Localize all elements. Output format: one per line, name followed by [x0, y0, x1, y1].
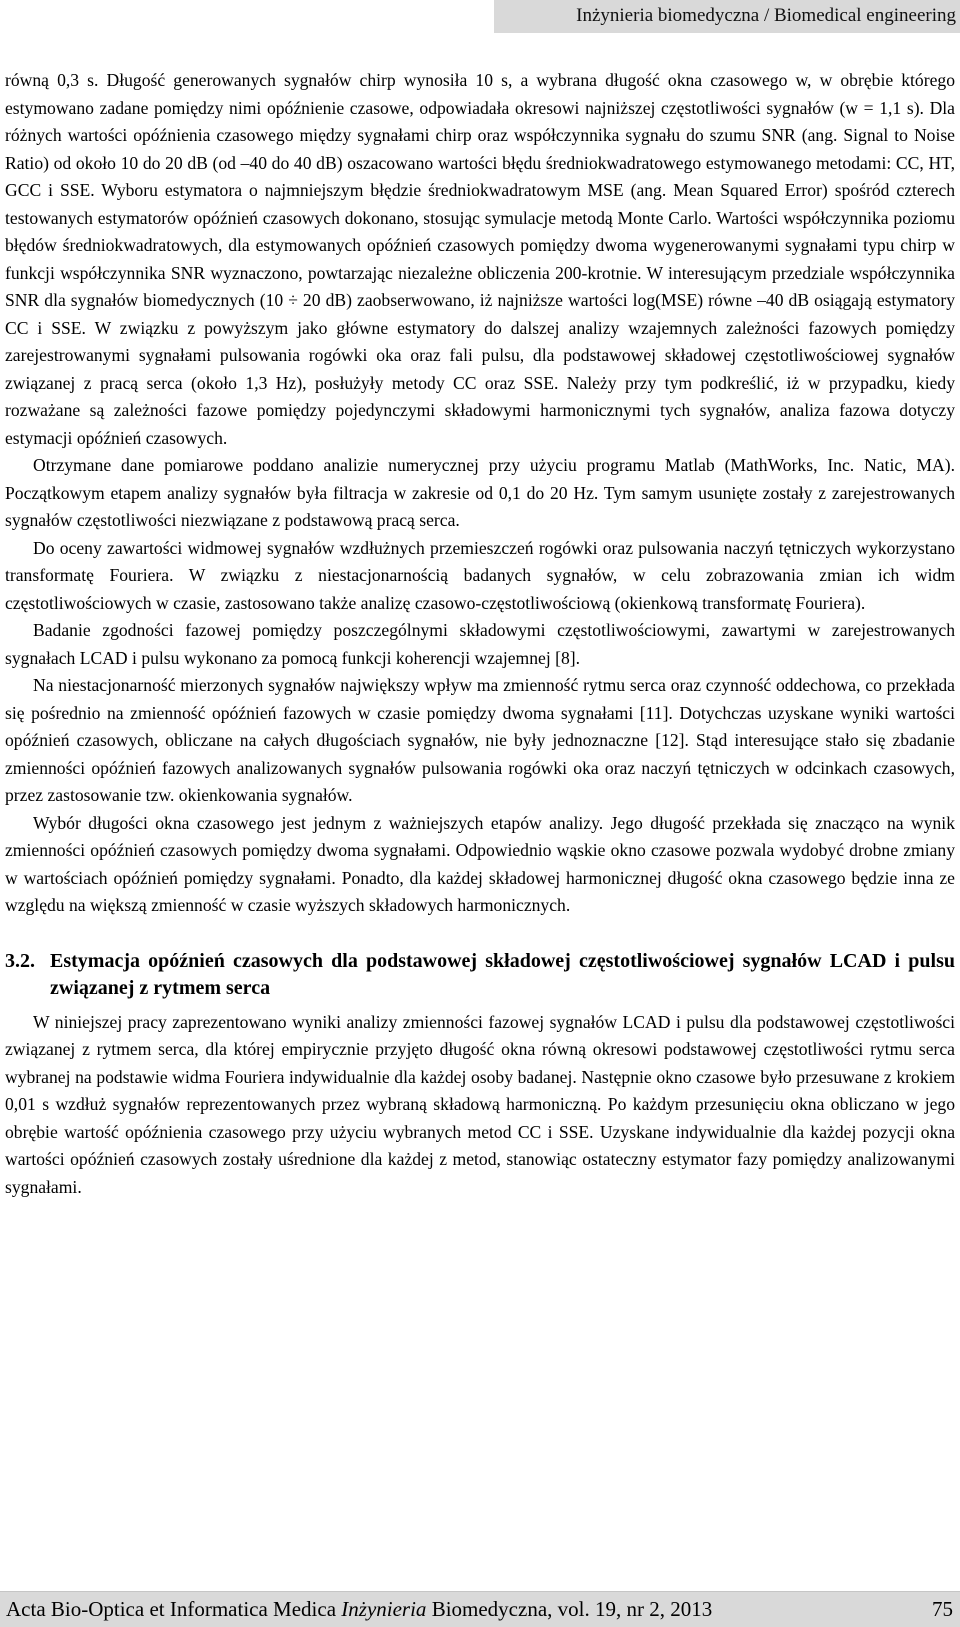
running-header-title: Inżynieria biomedyczna / Biomedical engineering [576, 5, 956, 26]
section-number: 3.2. [5, 949, 35, 972]
body-paragraph-5: Na niestacjonarność mierzonych sygnałów największy wpływ ma zmienność rytmu serca oraz czynność oddechowa, co przekłada się pośrednio na zmienność opóźnień fazowych w czasie pomiędzy dwoma sygnałami [11]. Dotychczas uzyskane wyniki wartości opóźnień czasowych, obliczane na całych długościach sygnałów, nie były jednoznaczne [12]. Stąd interesujące stało się zbadanie zmienności opóźnień fazowych analizowanych sygnałów pulsowania rogówki oka oraz naczyń tętniczych w odcinkach czasowych, przez zastosowanie tzw. okienkowania sygnałów. [5, 675, 955, 805]
page-footer [0, 1591, 960, 1627]
body-paragraph-3: Do oceny zawartości widmowej sygnałów wzdłużnych przemieszczeń rogówki oraz pulsowania naczyń tętniczych wykorzystano transformatę Fouriera. W związku z niestacjonarnością badanych sygnałów, w celu zobrazowania zmian ich widm częstotliwościowych w czasie, zastosowano także analizę czasowo-częstotliwościową (okienkową transformatę Fouriera). [5, 537, 955, 613]
body-paragraph-6: Wybór długości okna czasowego jest jednym z ważniejszych etapów analizy. Jego długość przekłada się znacząco na wynik zmienności opóźnień czasowych pomiędzy dwoma sygnałami. Odpowiednio wąskie okno czasowe pozwala wydobyć drobne zmiany w wartościach opóźnień pomiędzy sygnałami. Ponadto, dla każdej składowej harmonicznej długość okna czasowego będzie inna ze względu na większą zmienność w czasie wyższych składowych harmonicznych. [5, 812, 955, 915]
footer-journal [6, 1596, 712, 1623]
page-number: 75 [932, 1597, 953, 1621]
body-paragraph-1: równą 0,3 s. Długość generowanych sygnałów chirp wynosiła 10 s, a wybrana długość okna czasowego w, w obrębie którego estymowano zadane pomiędzy nimi opóźnienie czasowe, odpowiadała okresowi najniższej częstotliwości sygnałów (w = 1,1 s). Dla różnych wartości opóźnienia czasowego między sygnałami chirp oraz współczynnika sygnału do szumu SNR (ang. Signal to Noise Ratio) od około 10 do 20 dB (od –40 do 40 dB) oszacowano wartości błędu średniokwadratowego estymowanego metodami: CC, HT, GCC i SSE. Wyboru estymatora o najmniejszym błędzie średniokwadratowym MSE (ang. Mean Squared Error) spośród czterech testowanych estymatorów opóźnień czasowych dokonano, stosując symulacje metodą Monte Carlo. Wartości współczynnika poziomu błędów średniokwadratowych, dla estymowanych opóźnień czasowych pomiędzy dwoma wygenerowanymi sygnałami typu chirp w funkcji współczynnika SNR wyznaczono, powtarzając niezależne obliczenia 200-krotnie. W interesującym przedziale współczynnika SNR dla sygnałów biomedycznych (10 ÷ 20 dB) zaobserwowano, iż najniższe wartości log(MSE) równe –40 dB osiągają estymatory CC i SSE. W związku z powyższym jako główne estymatory do dalszej analizy wzajemnych zależności fazowych pomiędzy zarejestrowanymi sygnałami pulsowania rogówki oka oraz fali pulsu, dla podstawowej składowej częstotliwościowej sygnałów związanej z pracą serca (około 1,3 Hz), posłużyły metody CC oraz SSE. Należy przy tym podkreślić, iż w przypadku, kiedy rozważane są zależności fazowe pomiędzy pojedynczymi składowymi harmonicznymi tych sygnałów, analiza fazowa dotyczy estymacji opóźnień czasowych. [5, 70, 955, 448]
footer-journal-name: Acta Bio-Optica et Informatica Medica [6, 1597, 337, 1621]
footer-journal-italic: Inżynieria [341, 1597, 427, 1621]
section-title: Estymacja opóźnień czasowych dla podstawowej składowej częstotliwościowej sygnałów LCAD i pulsu związanej z rytmem serca [50, 949, 955, 999]
section-heading [5, 948, 955, 1002]
body-paragraph-4: Badanie zgodności fazowej pomiędzy poszczególnymi składowymi częstotliwościowymi, zawartymi w zarejestrowanych sygnałach LCAD i pulsu wykonano za pomocą funkcji koherencji wzajemnej [8]. [5, 620, 955, 668]
footer-journal-volume: Biomedyczna, vol. 19, nr 2, 2013 [431, 1597, 713, 1621]
body-paragraph-2: Otrzymane dane pomiarowe poddano analizie numerycznej przy użyciu programu Matlab (MathWorks, Inc. Natic, MA). Początkowym etapem analizy sygnałów była filtracja w zakresie od 0,1 do 20 Hz. Tym samym usunięte zostały z zarejestrowanych sygnałów częstotliwości niezwiązane z podstawową pracą serca. [5, 455, 955, 530]
section-paragraph: W niniejszej pracy zaprezentowano wyniki analizy zmienności fazowej sygnałów LCAD i pulsu dla podstawowej częstotliwości związanej z rytmem serca, dla której empirycznie przyjęto długość okna równą okresowi podstawowej częstotliwości rytmu serca wybranej na podstawie widma Fouriera indywidualnie dla każdej osoby badanej. Następnie okno czasowe było przesuwane z krokiem 0,01 s wzdłuż sygnałów reprezentowanych przez wybraną składową harmoniczną. Po każdym przesunięciu okna obliczano w jego obrębie wartość opóźnienia czasowego przy użyciu wybranych metod CC i SSE. Uzyskane indywidualnie dla każdej pozycji okna wartości opóźnień czasowych zostały uśrednione dla każdej z metod, stanowiąc ostateczny estymator fazy pomiędzy analizowanymi sygnałami. [5, 1011, 955, 1197]
running-header [494, 0, 960, 33]
article-body [5, 67, 955, 1201]
